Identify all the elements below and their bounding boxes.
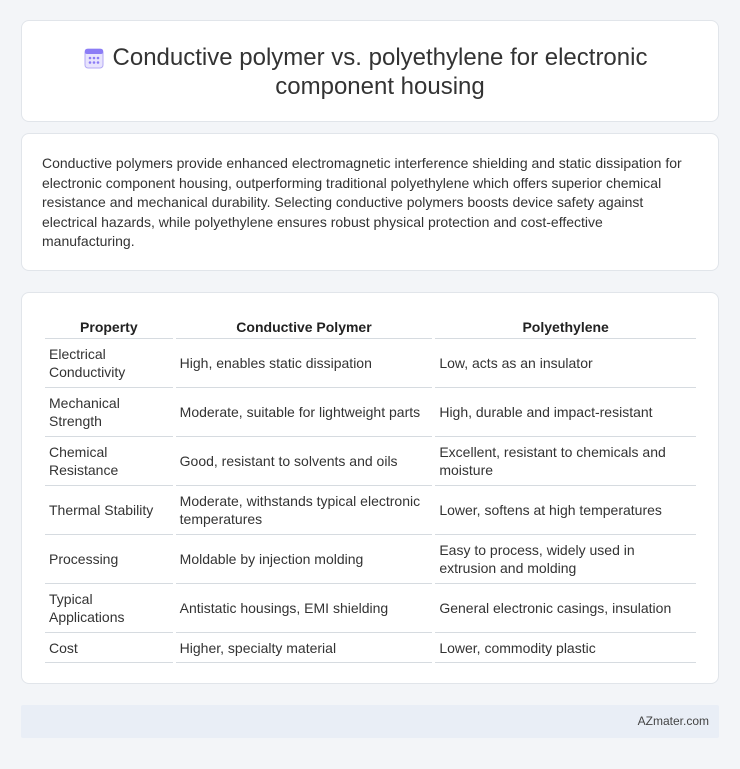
header-property: Property — [45, 315, 173, 339]
table-row — [45, 584, 696, 633]
table-row — [45, 535, 696, 584]
comparison-table-card — [21, 292, 719, 684]
property-cell: Thermal Stability — [45, 486, 173, 535]
footer-bar — [21, 705, 719, 738]
property-cell: Typical Applications — [45, 584, 173, 633]
polyethylene-cell: Excellent, resistant to chemicals and moisture — [435, 437, 696, 486]
conductive-polymer-cell: Antistatic housings, EMI shielding — [176, 584, 433, 633]
conductive-polymer-cell: Moderate, suitable for lightweight parts — [176, 388, 433, 437]
property-cell: Cost — [45, 633, 173, 663]
polyethylene-cell: General electronic casings, insulation — [435, 584, 696, 633]
summary-card — [21, 133, 719, 271]
table-row — [45, 437, 696, 486]
property-cell: Electrical Conductivity — [45, 339, 173, 388]
polyethylene-cell: Lower, commodity plastic — [435, 633, 696, 663]
table-row — [45, 486, 696, 535]
conductive-polymer-cell: Good, resistant to solvents and oils — [176, 437, 433, 486]
conductive-polymer-cell: High, enables static dissipation — [176, 339, 433, 388]
conductive-polymer-cell: Moderate, withstands typical electronic temperatures — [176, 486, 433, 535]
property-cell: Processing — [45, 535, 173, 584]
header-polyethylene: Polyethylene — [435, 315, 696, 339]
table-row — [45, 633, 696, 663]
table-header-row — [45, 315, 696, 339]
header-conductive-polymer: Conductive Polymer — [176, 315, 433, 339]
polyethylene-cell: Lower, softens at high temperatures — [435, 486, 696, 535]
polyethylene-cell: Low, acts as an insulator — [435, 339, 696, 388]
conductive-polymer-cell: Moldable by injection molding — [176, 535, 433, 584]
conductive-polymer-cell: Higher, specialty material — [176, 633, 433, 663]
polyethylene-cell: High, durable and impact-resistant — [435, 388, 696, 437]
property-cell: Chemical Resistance — [45, 437, 173, 486]
property-cell: Mechanical Strength — [45, 388, 173, 437]
page-title: Conductive polymer vs. polyethylene for electronic component housing — [112, 44, 648, 100]
comparison-table — [42, 315, 699, 663]
table-row — [45, 339, 696, 388]
table-row — [45, 388, 696, 437]
footer-site-link[interactable]: AZmater.com — [637, 714, 709, 728]
summary-text: Conductive polymers provide enhanced electromagnetic interference shielding and static dissipation for electronic component housing, outperforming traditional polyethylene which offers superior chemical resistance and mechanical durability. Selecting conductive polymers boosts device safety against electrical hazards, while polyethylene ensures robust physical protection and cost-effective manufacturing. — [42, 155, 682, 249]
title-card — [21, 20, 719, 122]
polyethylene-cell: Easy to process, widely used in extrusion and molding — [435, 535, 696, 584]
